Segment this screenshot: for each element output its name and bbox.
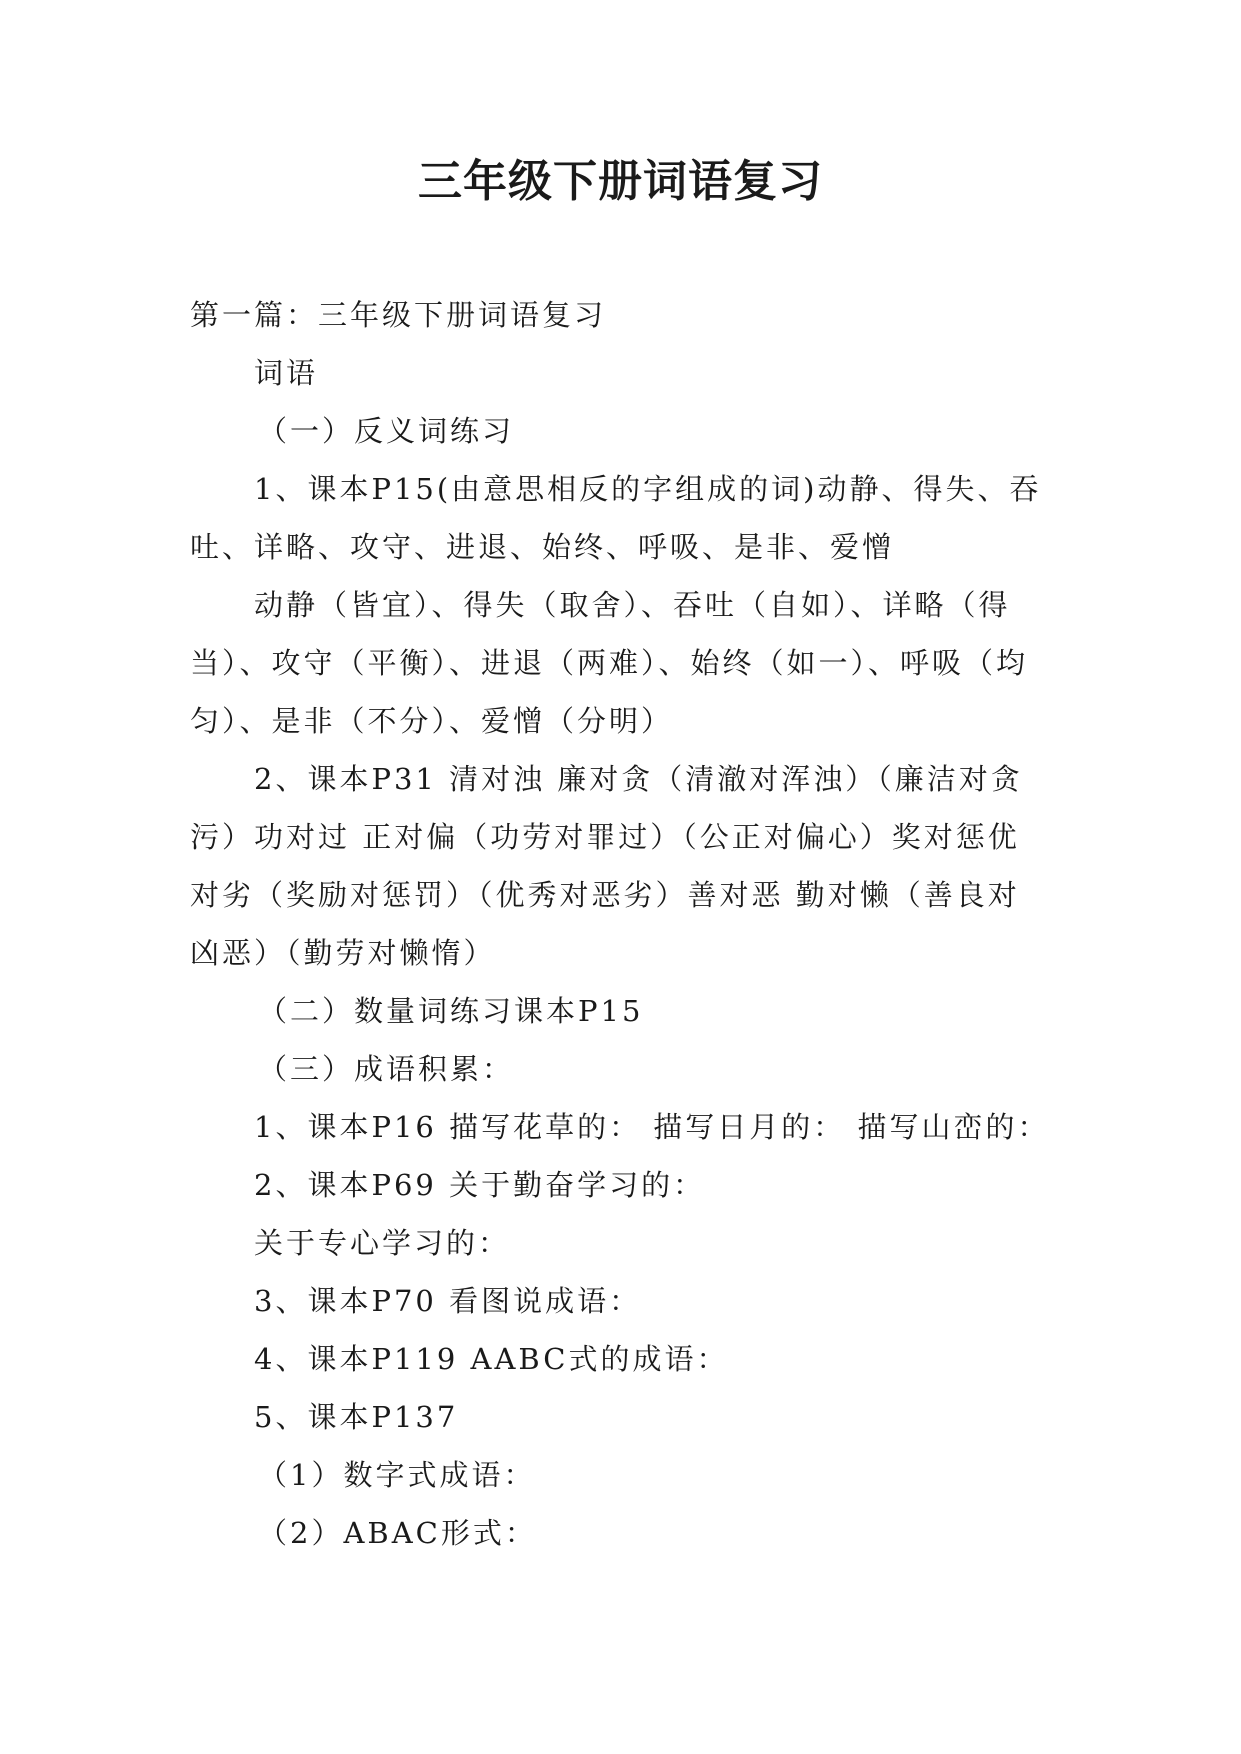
section-heading: 第一篇：三年级下册词语复习 [190, 298, 607, 332]
document-title: 三年级下册词语复习 [418, 156, 823, 207]
paragraph: 1、课本P15(由意思相反的字组成的词)动静、得失、吞吐、详略、攻守、进退、始终、呼吸、是非、爱憎 [190, 472, 1042, 564]
paragraph: 2、课本P69 关于勤奋学习的： [254, 1168, 706, 1202]
paragraph: 词语 [254, 356, 319, 390]
paragraph: 5、课本P137 [254, 1400, 459, 1434]
paragraph: 2、课本P31 清对浊 廉对贪（清澈对浑浊）（廉洁对贪污）功对过 正对偏（功劳对罪过）（公正对偏心）奖对惩优对劣（奖励对惩罚）（优秀对恶劣）善对恶 勤对懒（善良对凶恶）（勤劳对懒惰） [190, 762, 1023, 970]
document-body [190, 286, 1050, 1562]
paragraph: 关于专心学习的： [254, 1226, 511, 1260]
subsection-heading: （一）反义词练习 [258, 414, 515, 448]
paragraph: 动静（皆宜）、得失（取舍）、吞吐（自如）、详略（得当）、攻守（平衡）、进退（两难）、始终（如一）、呼吸（均匀）、是非（不分）、爱憎（分明） [190, 588, 1029, 738]
paragraph: 3、课本P70 看图说成语： [254, 1284, 642, 1318]
paragraph: 4、课本P119 AABC式的成语： [254, 1342, 729, 1376]
paragraph: （1）数字式成语： [258, 1458, 536, 1492]
paragraph: （2）ABAC形式： [258, 1516, 537, 1550]
subsection-heading: （二）数量词练习课本P15 [258, 994, 644, 1028]
paragraph: 1、课本P16 描写花草的： 描写日月的： 描写山峦的： [254, 1110, 1050, 1144]
subsection-heading: （三）成语积累： [258, 1052, 515, 1086]
